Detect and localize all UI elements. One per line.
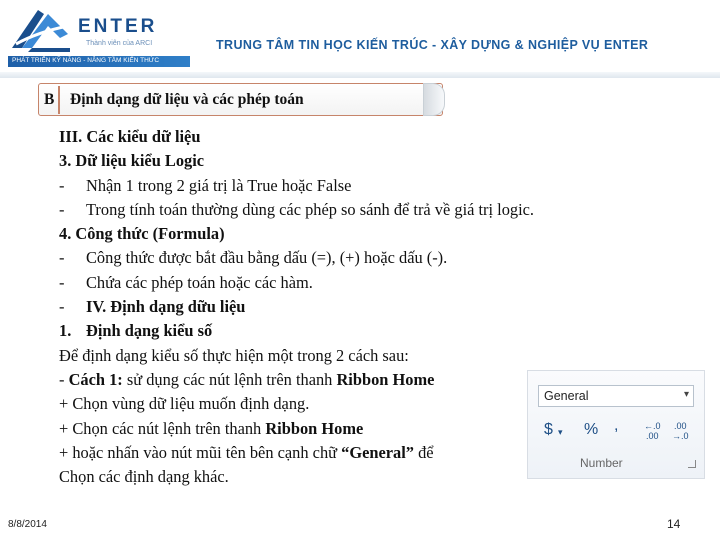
list-number: 1.: [59, 321, 72, 341]
bullet-dash: -: [59, 297, 65, 317]
increase-decimal-top: ←.0: [644, 421, 661, 431]
bullet-text: IV. Định dạng dữu liệu: [86, 297, 246, 317]
decrease-decimal-bottom: →.0: [672, 431, 689, 441]
heading-logic-type: 3. Dữ liệu kiểu Logic: [59, 151, 205, 171]
bullet-logic-values: [59, 174, 699, 198]
section-title: Định dạng dữ liệu và các phép toán: [70, 91, 304, 108]
enter-logo: [8, 4, 184, 58]
number-format-value: General: [544, 389, 589, 403]
percent-style-icon[interactable]: %: [584, 421, 599, 438]
section-heading-cap: [423, 83, 445, 116]
heading-text: Định dạng kiểu số: [86, 321, 213, 341]
brand-subtitle: Thành viên của ARCI: [86, 40, 153, 47]
currency-format-icon[interactable]: $: [544, 421, 553, 438]
heading-formula: 4. Công thức (Formula): [59, 224, 225, 244]
step-other-formats: Chọn các định dạng khác.: [59, 467, 229, 487]
bullet-dash: -: [59, 199, 65, 219]
dialog-launcher-icon[interactable]: [688, 460, 696, 468]
brand-name: ENTER: [78, 16, 158, 37]
ribbon-number-group: [527, 370, 705, 479]
line-text: + hoặc nhấn vào nút mũi tên bên cạnh chữ: [59, 442, 342, 462]
line-prefix: -: [59, 369, 69, 389]
center-title: TRUNG TÂM TIN HỌC KIẾN TRÚC - XÂY DỰNG & NGHIỆP VỤ ENTER: [216, 38, 649, 52]
bullet-logic-compare: [59, 198, 699, 222]
line-text: + Chọn các nút lệnh trên thanh: [59, 418, 266, 438]
paragraph-intro: Để định dạng kiểu số thực hiện một trong 2 cách sau:: [59, 345, 409, 365]
heading-data-types: III. Các kiểu dữ liệu: [59, 127, 201, 146]
general-label: “General”: [341, 442, 414, 462]
line-text: để: [413, 442, 434, 462]
bullet-text: Trong tính toán thường dùng các phép so sánh để trả về giá trị logic.: [86, 199, 535, 219]
section-letter: B: [44, 91, 55, 108]
header-divider: [0, 72, 720, 78]
slide-date: 8/8/2014: [8, 519, 47, 530]
increase-decimal-bottom: .00: [646, 431, 659, 441]
slide-header: [0, 0, 720, 80]
bullet-text: Nhận 1 trong 2 giá trị là True hoặc False: [86, 175, 352, 195]
step-select-range: + Chọn vùng dữ liệu muốn định dạng.: [59, 394, 310, 414]
decrease-decimal-top: .00: [674, 421, 687, 431]
number-group-label: Number: [580, 456, 623, 470]
bullet-formula-start: [59, 246, 699, 270]
comma-style-icon[interactable]: ,: [614, 417, 619, 434]
bullet-format-heading: [59, 295, 699, 319]
bullet-dash: -: [59, 248, 65, 268]
ribbon-home-label: Ribbon Home: [336, 369, 435, 389]
bullet-formula-contents: [59, 271, 699, 295]
bullet-dash: -: [59, 272, 65, 292]
tagline-bar: [8, 56, 190, 67]
section-divider: [58, 86, 60, 114]
bullet-text: Công thức được bắt đầu bằng dấu (=), (+) hoặc dấu (-).: [86, 248, 448, 268]
tagline-text: PHÁT TRIỂN KỸ NĂNG - NÂNG TẦM KIẾN THỨC: [12, 57, 160, 64]
ribbon-home-label: Ribbon Home: [265, 418, 364, 438]
number-format-dropdown[interactable]: [538, 385, 694, 407]
chevron-down-icon[interactable]: ▾: [683, 389, 689, 400]
enter-emblem-icon: [8, 4, 74, 58]
bullet-dash: -: [59, 175, 65, 195]
currency-dropdown-icon[interactable]: ▾: [558, 427, 563, 437]
line-text: sử dụng các nút lệnh trên thanh: [122, 369, 337, 389]
slide-number: 14: [667, 517, 681, 531]
method-label: Cách 1:: [68, 369, 123, 389]
bullet-text: Chứa các phép toán hoặc các hàm.: [86, 272, 313, 292]
heading-number-format: [59, 319, 699, 343]
